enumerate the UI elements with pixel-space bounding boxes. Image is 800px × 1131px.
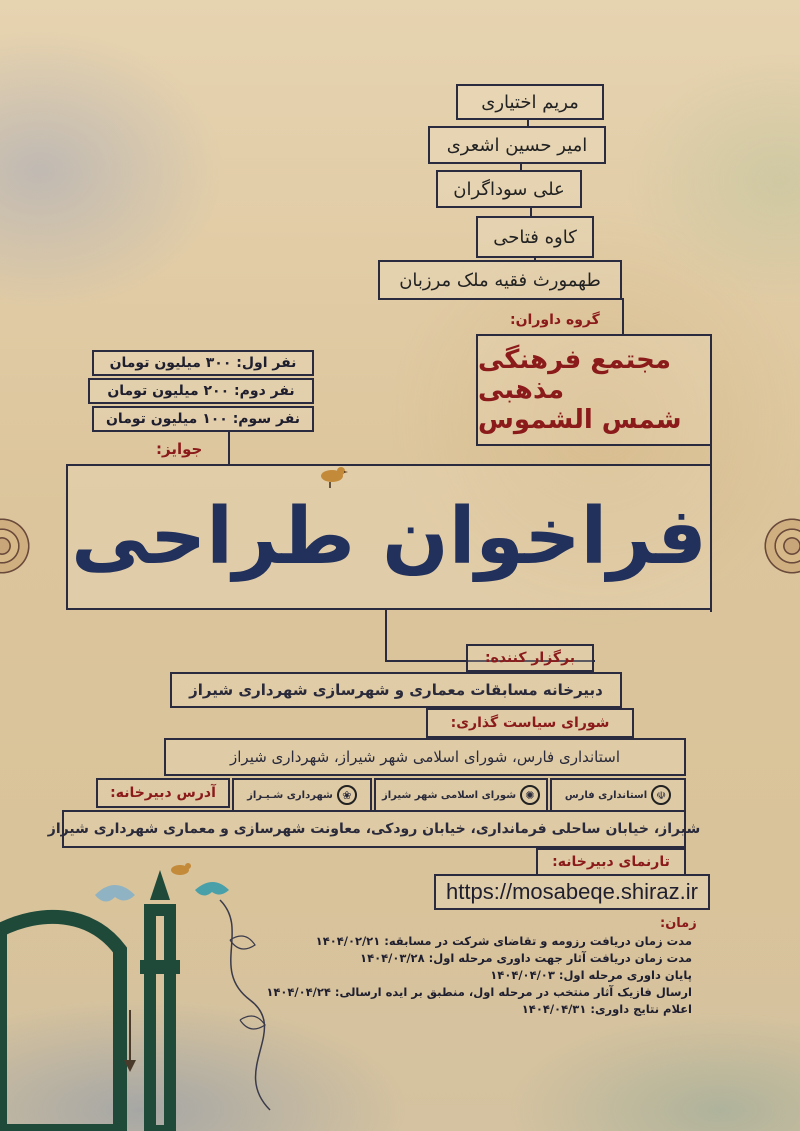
judge-5 <box>378 260 622 300</box>
complex-line-3: شمس الشموس <box>478 405 682 435</box>
organizer-label <box>466 644 594 672</box>
timeline-item: مدت زمان دریافت رزومه و تقاضای شرکت در مسابقه: ۱۴۰۴/۰۲/۲۱ <box>315 934 692 948</box>
judge-name: علی سوداگران <box>453 178 565 200</box>
main-title-box <box>66 464 712 610</box>
prize-text: نفر دوم: ۲۰۰ میلیون تومان <box>107 383 295 399</box>
judge-1 <box>456 84 604 120</box>
prize-2 <box>88 378 314 404</box>
policy-label-text: شورای سیاست گذاری: <box>450 715 610 731</box>
timeline-item: ارسال فازیک آثار منتخب در مرحله اول، منطبق بر ایده ارسالی: ۱۴۰۴/۰۴/۲۴ <box>266 985 692 999</box>
website-label <box>536 848 686 876</box>
website-box[interactable] <box>434 874 710 910</box>
judge-name: امیر حسین اشعری <box>446 134 588 156</box>
address-label <box>96 778 230 808</box>
website-link[interactable]: https://mosabeqe.shiraz.ir <box>446 879 698 904</box>
policy-label <box>426 708 634 738</box>
timeline-label: زمان: <box>660 916 697 931</box>
judges-label: گروه داوران: <box>510 312 600 328</box>
judge-4 <box>476 216 594 258</box>
judge-name: طهمورث فقیه ملک مرزبان <box>399 269 601 291</box>
policy-box <box>164 738 686 776</box>
judge-name: کاوه فتاحی <box>493 226 577 248</box>
address-label-text: آدرس دبیرخانه: <box>110 785 216 801</box>
policy-text: استانداری فارس، شورای اسلامی شهر شیراز، شهرداری شیراز <box>230 748 620 766</box>
organizer-label-text: برگزار کننده: <box>484 650 576 666</box>
address-text: شیراز، خیابان ساحلی فرمانداری، خیابان رودکی، معاونت شهرسازی و معماری شهرداری شیراز <box>47 821 701 837</box>
address-box <box>47 810 701 848</box>
main-title: فراخوان طراحی <box>71 492 707 582</box>
municipality-emblem-icon: ❀ <box>337 785 357 805</box>
timeline-item: اعلام نتایج داوری: ۱۴۰۴/۰۴/۳۱ <box>521 1002 692 1016</box>
connector <box>385 610 387 662</box>
logo-ostandari <box>550 778 686 812</box>
logo-label: استانداری فارس <box>564 789 648 801</box>
judge-2 <box>428 126 606 164</box>
ostandari-emblem-icon: ☫ <box>651 785 671 805</box>
complex-name-box <box>476 334 712 446</box>
timeline-item: پایان داوری مرحله اول: ۱۴۰۴/۰۴/۰۳ <box>490 968 692 982</box>
logo-shahrdari <box>232 778 372 812</box>
complex-line-2: مذهبی <box>478 375 565 405</box>
right-ornament <box>764 518 800 574</box>
council-emblem-icon: ✺ <box>520 785 540 805</box>
connector <box>622 298 624 334</box>
logo-label: شورای اسلامی شهر شیراز <box>381 789 517 801</box>
bird-icon <box>316 462 348 488</box>
timeline-item: مدت زمان دریافت آثار جهت داوری مرحله اول: ۱۴۰۴/۰۳/۲۸ <box>360 951 692 965</box>
prize-3 <box>92 406 314 432</box>
judge-3 <box>436 170 582 208</box>
logo-shora <box>374 778 548 812</box>
prize-text: نفر اول: ۳۰۰ میلیون تومان <box>109 355 297 371</box>
mosque-illustration <box>0 860 320 1131</box>
left-ornament <box>0 518 30 574</box>
prize-1 <box>92 350 314 376</box>
website-label-text: تارنمای دبیرخانه: <box>552 854 670 870</box>
logo-label: شهرداری شـیـراز <box>247 789 333 801</box>
judge-name: مریم اختیاری <box>481 91 579 113</box>
organizer-text: دبیرخانه مسابقات معماری و شهرسازی شهرداری شیراز <box>189 681 603 699</box>
prizes-label: جوایز: <box>156 440 203 458</box>
organizer-box <box>170 672 622 708</box>
prize-text: نفر سوم: ۱۰۰ میلیون تومان <box>105 411 301 427</box>
complex-line-1: مجتمع فرهنگی <box>478 345 671 375</box>
connector <box>228 432 230 464</box>
